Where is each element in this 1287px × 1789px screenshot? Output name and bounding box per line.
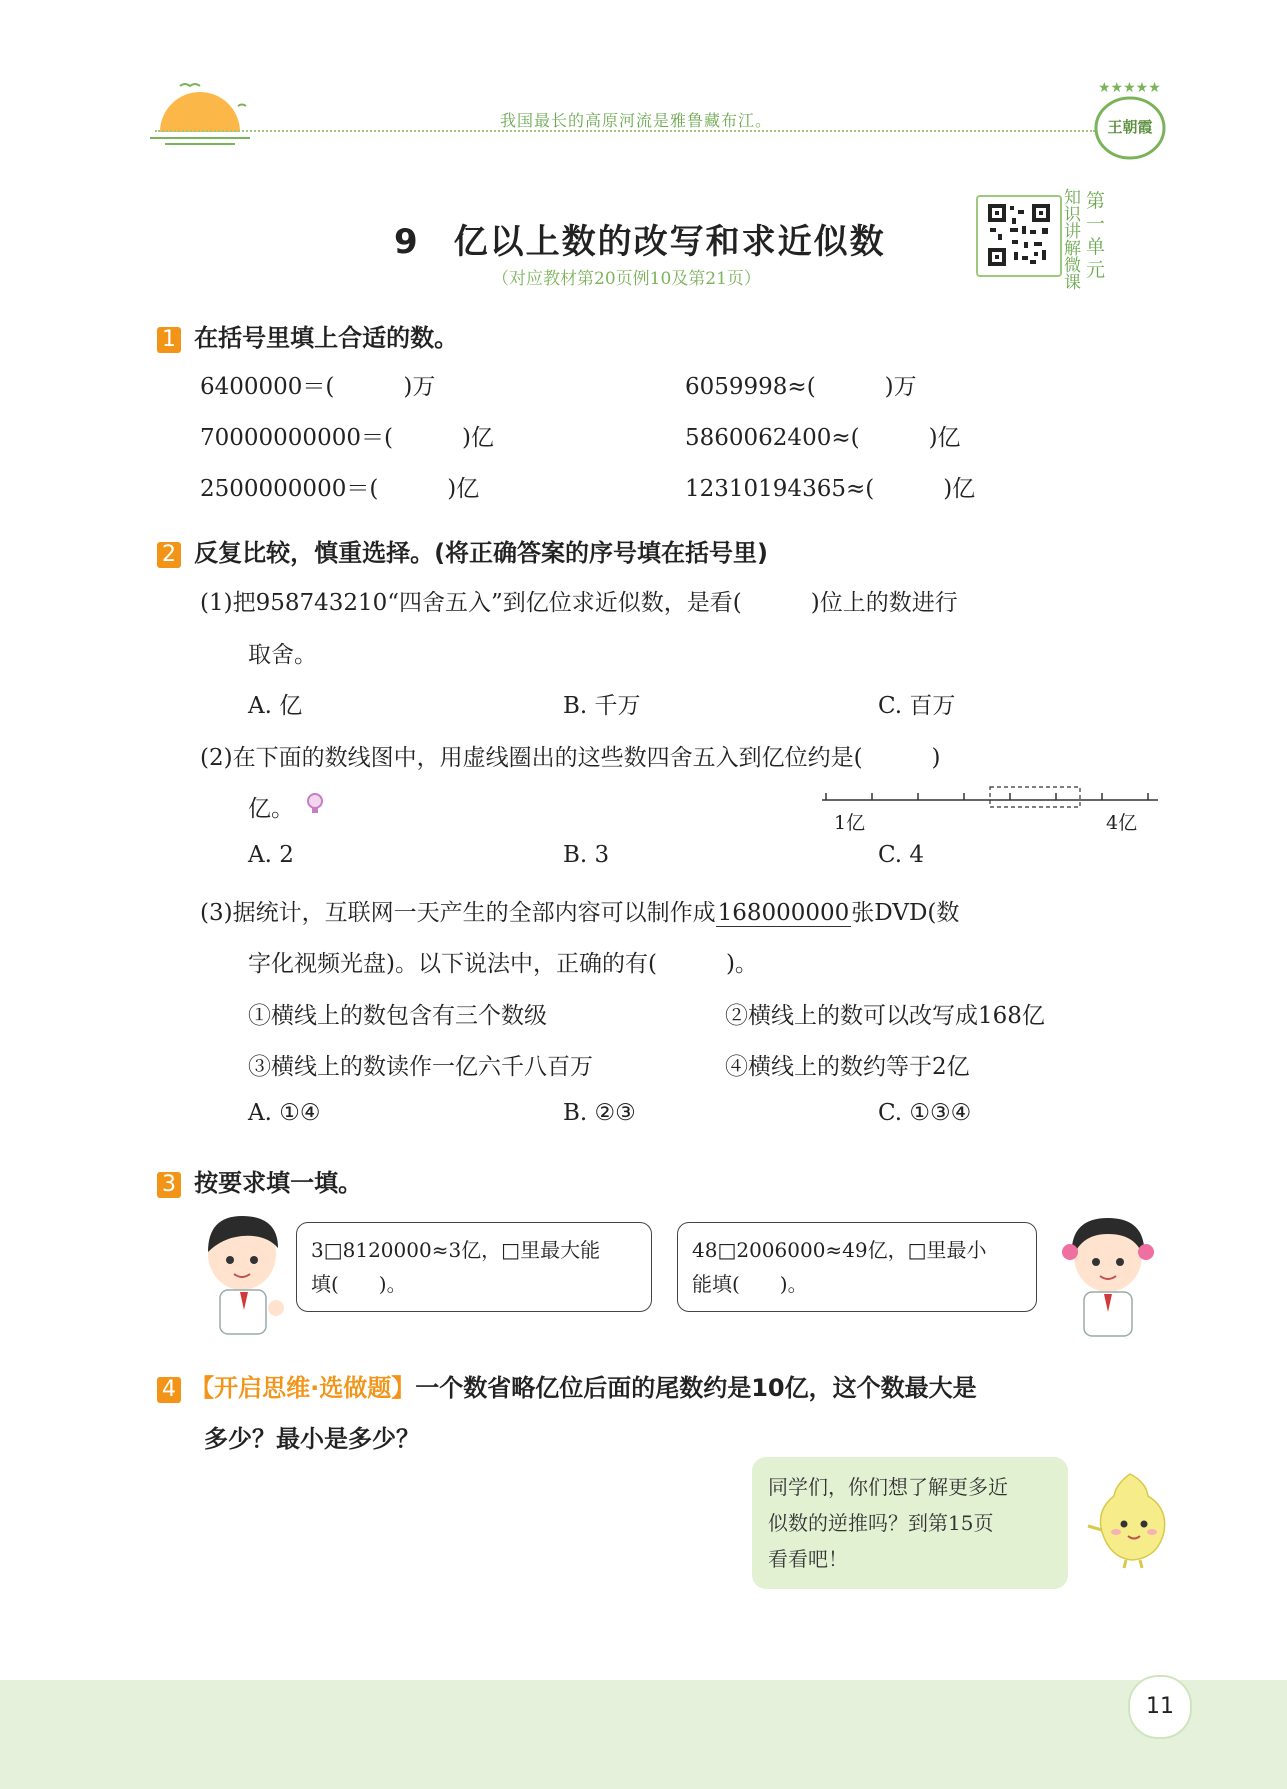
bubble-left-line1[interactable]: 3□8120000≈3亿，□里最大能 (311, 1238, 601, 1262)
q2-heading-row (157, 533, 768, 568)
q2-p2-line2: 亿。 (248, 796, 294, 822)
q1-row-3-left[interactable]: 2500000000＝( )亿 (200, 476, 480, 502)
qr-label-knowledge: 知识讲解微课 (1064, 188, 1081, 293)
qr-code-icon[interactable] (986, 202, 1052, 268)
q2-p2-line1[interactable]: (2)在下面的数线图中，用虚线圈出的这些数四舍五入到亿位约是( ) (200, 745, 941, 771)
page-subtitle: （对应教材第20页例10及第21页） (492, 269, 761, 289)
page-title (394, 214, 886, 263)
title-number: 9 (394, 222, 420, 262)
svg-text:★★★★★: ★★★★★ (1098, 80, 1161, 96)
tip-line-2: 似数的逆推吗？到第15页 (768, 1511, 994, 1535)
number-line-right-label: 4亿 (1106, 812, 1138, 834)
brand-logo-text: 王朝霞 (1107, 118, 1153, 136)
bubble-right-line1[interactable]: 48□2006000≈49亿，□里最小 (692, 1238, 987, 1262)
number-line-left-label: 1亿 (834, 812, 866, 834)
q2-number-badge: 2 (157, 542, 181, 568)
q2-p3-option-b[interactable]: B. ②③ (563, 1100, 636, 1126)
q1-row-1-left[interactable]: 6400000＝( )万 (200, 374, 436, 400)
q2-p3-option-a[interactable]: A. ①④ (248, 1100, 321, 1126)
sun-logo-icon (150, 80, 250, 150)
q2-p3-option-c[interactable]: C. ①③④ (878, 1100, 972, 1126)
q4-tag: 【开启思维·选做题】 (190, 1374, 416, 1402)
mascot-illustration (1086, 1466, 1176, 1570)
hint-bulb-icon[interactable] (306, 792, 324, 816)
q2-p3-line1[interactable] (200, 894, 959, 927)
page-number: 11 (1128, 1675, 1192, 1739)
q1-row-2-left[interactable]: 70000000000＝( )亿 (200, 425, 494, 451)
tip-line-1: 同学们，你们想了解更多近 (768, 1475, 1008, 1499)
q2-p1-line1[interactable]: (1)把958743210“四舍五入”到亿位求近似数，是看( )位上的数进行 (200, 590, 958, 616)
q2-p2-option-a[interactable]: A. 2 (248, 842, 294, 868)
title-text: 亿以上数的改写和求近似数 (453, 222, 886, 262)
q1-row-2-right[interactable]: 5860062400≈( )亿 (685, 425, 961, 451)
q2-p3-text-b: 张DVD(数 (851, 900, 960, 926)
q4-line1 (157, 1368, 977, 1403)
brand-logo (1090, 78, 1170, 162)
q2-p2-option-b[interactable]: B. 3 (563, 842, 610, 868)
q2-p3-text-a: (3)据统计，互联网一天产生的全部内容可以制作成 (200, 900, 716, 926)
footer-band (0, 1680, 1287, 1789)
bubble-left (296, 1222, 652, 1312)
q1-heading-row (157, 318, 458, 353)
header-tagline: 我国最长的高原河流是雅鲁藏布江。 (500, 111, 773, 130)
q3-number-badge: 3 (157, 1172, 181, 1198)
q2-p2-option-c[interactable]: C. 4 (878, 842, 925, 868)
boy-illustration (196, 1212, 296, 1338)
tip-line-3: 看看吧！ (768, 1547, 848, 1571)
q3-heading: 按要求填一填。 (194, 1169, 363, 1197)
q2-p1-line2: 取舍。 (248, 642, 317, 668)
q1-row-3-right[interactable]: 12310194365≈( )亿 (685, 476, 976, 502)
girl-illustration (1054, 1212, 1158, 1340)
q2-p3-underlined-number: 168000000 (717, 900, 850, 926)
q3-heading-row (157, 1163, 362, 1198)
q2-p1-option-c[interactable]: C. 百万 (878, 693, 956, 719)
bubble-right-line2[interactable]: 能填( )。 (692, 1272, 808, 1296)
q2-p1-option-a[interactable]: A. 亿 (248, 693, 303, 719)
q2-heading: 反复比较，慎重选择。(将正确答案的序号填在括号里) (194, 539, 769, 567)
number-line (822, 784, 1162, 834)
q1-heading: 在括号里填上合适的数。 (194, 324, 459, 352)
bubble-left-line2[interactable]: 填( )。 (311, 1272, 407, 1296)
qr-label-unit: 第一单元 (1086, 190, 1106, 281)
q4-number-badge: 4 (157, 1377, 181, 1403)
q2-p3-statement-2: ②横线上的数可以改写成168亿 (725, 1003, 1045, 1029)
q2-p3-line2[interactable]: 字化视频光盘)。以下说法中，正确的有( )。 (248, 951, 758, 977)
q2-p3-statement-1: ①横线上的数包含有三个数级 (248, 1003, 547, 1029)
q4-line2: 多少？最小是多少？ (204, 1425, 420, 1453)
tip-bubble (752, 1457, 1068, 1589)
bubble-right (677, 1222, 1037, 1312)
q2-p3-statement-3: ③横线上的数读作一亿六千八百万 (248, 1054, 593, 1080)
q1-number-badge: 1 (157, 327, 181, 353)
q1-row-1-right[interactable]: 6059998≈( )万 (685, 374, 917, 400)
q2-p3-statement-4: ④横线上的数约等于2亿 (725, 1054, 970, 1080)
q2-p1-option-b[interactable]: B. 千万 (563, 693, 641, 719)
q4-text-a: 一个数省略亿位后面的尾数约是10亿，这个数最大是 (415, 1374, 977, 1402)
